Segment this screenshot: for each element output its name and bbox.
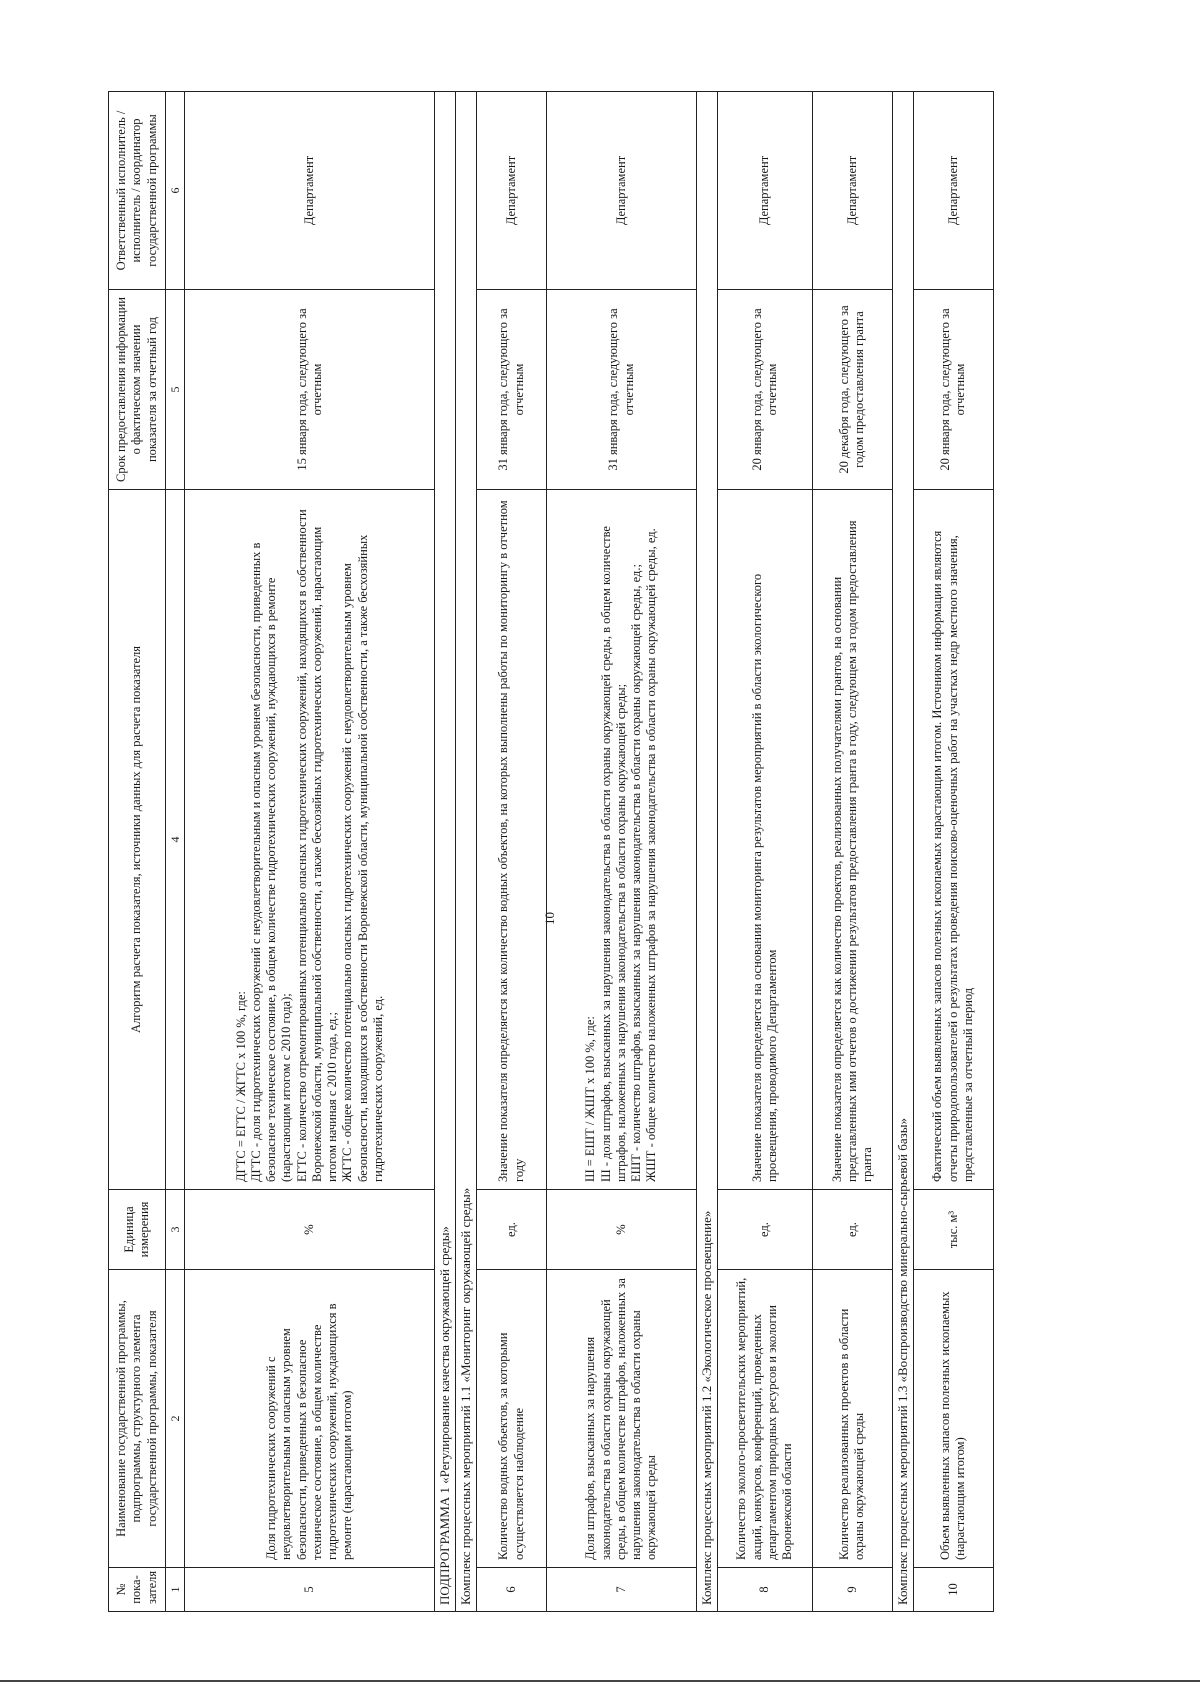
unit: тыс. м³ <box>913 1190 993 1270</box>
complex-title: Комплекс процессных мероприятий 1.2 «Экологическое просвещение» <box>697 92 718 1612</box>
col-index: 3 <box>165 1190 185 1270</box>
section-row <box>697 92 718 1612</box>
report-deadline: 31 января года, следующего за отчетным <box>547 290 697 490</box>
table-row <box>913 92 993 1612</box>
responsible: Департамент <box>185 92 435 290</box>
responsible: Департамент <box>547 92 697 290</box>
algorithm-line: Ш = ЕШТ / ЖШТ x 100 %, где: <box>583 1016 598 1182</box>
header-term: Срок предоставления информации о фактическом значении показателя за отчетный год <box>109 290 166 490</box>
header-resp: Ответственный исполнитель / исполнитель / координатор государственной программы <box>109 92 166 290</box>
table-row <box>812 92 892 1612</box>
algorithm-line: Значение показателя определяется как количество проектов, реализованных получателями грантов, на основании представленных ими отчетов о достижении результатов предоставления гранта в году, следующем за годом предоставления гранта <box>829 520 875 1182</box>
report-deadline: 20 декабря года, следующего за годом предоставления гранта <box>812 290 892 490</box>
algorithm-line: Фактический объем выявленных запасов полезных ископаемых нарастающим итогом. Источником информации являются отчеты природопользователей о результатах проведения поисково-оценочных работ на участках недр местного значения, представленные за отчетный период <box>930 530 975 1182</box>
complex-title: Комплекс процессных мероприятий 1.1 «Мониторинг окружающей среды» <box>456 92 477 1612</box>
table-row <box>717 92 812 1612</box>
algorithm-line: Значение показателя определяется на основании мониторинга результатов мероприятий в области экологического просвещения, проводимого Департаментом <box>749 573 779 1182</box>
header-row <box>109 92 166 1612</box>
complex-title: Комплекс процессных мероприятий 1.3 «Воспроизводство минерально-сырьевой базы» <box>892 92 913 1612</box>
algorithm-line: ДГТС = ЕГТС / ЖГТС x 100 %, где: <box>233 991 248 1182</box>
table-row <box>185 92 435 1612</box>
scan-edge-line <box>0 1680 1200 1682</box>
col-index: 5 <box>165 290 185 490</box>
header-num: № пока-зателя <box>109 1568 166 1612</box>
algorithm-line: Значение показателя определяется как количество водных объектов, на которых выполнены работы по мониторингу в отчетном году <box>496 500 526 1182</box>
algorithm-line: ЖШТ - общее количество наложенных штрафов за нарушения законодательства в области охраны окружающей среды, ед. <box>644 528 659 1182</box>
algorithm-line: ЕГТС - количество отремонтированных потенциально опасных гидротехнических сооружений, находящихся в собственности Воронежской области, муниципальной собственности, а также бесхозяйных гидротехнических сооружений, нарастающим итогом начиная с 2010 года, ед.; <box>294 509 340 1182</box>
header-name: Наименование государственной программы, подпрограммы, структурного элемента государственной программы, показателя <box>109 1270 166 1568</box>
subprogram-title: ПОДПРОГРАММА 1 «Регулирование качества окружающей среды» <box>435 92 456 1612</box>
column-index-row <box>165 92 185 1612</box>
algorithm <box>547 490 697 1190</box>
table-row <box>477 92 547 1612</box>
algorithm <box>717 490 812 1190</box>
algorithm <box>913 490 993 1190</box>
report-deadline: 15 января года, следующего за отчетным <box>185 290 435 490</box>
header-algo: Алгоритм расчета показателя, источники данных для расчета показателя <box>109 490 166 1190</box>
indicator-name: Количество эколого-просветительских мероприятий, акций, конкурсов, конференций, проведенных департаментом природных ресурсов и экологии Воронежской области <box>717 1270 812 1568</box>
algorithm <box>812 490 892 1190</box>
unit: ед. <box>717 1190 812 1270</box>
header-unit: Единица измерения <box>109 1190 166 1270</box>
report-deadline: 20 января года, следующего за отчетным <box>717 290 812 490</box>
responsible: Департамент <box>717 92 812 290</box>
row-number: 10 <box>913 1568 993 1612</box>
section-row <box>456 92 477 1612</box>
row-number: 7 <box>547 1568 697 1612</box>
col-index: 6 <box>165 92 185 290</box>
responsible: Департамент <box>477 92 547 290</box>
page-number: 10 <box>542 912 557 925</box>
indicator-table-rotated <box>108 92 1076 1612</box>
section-row <box>435 92 456 1612</box>
indicator-name: Количество водных объектов, за которыми осуществляется наблюдение <box>477 1270 547 1568</box>
unit: ед. <box>477 1190 547 1270</box>
report-deadline: 20 января года, следующего за отчетным <box>913 290 993 490</box>
algorithm <box>477 490 547 1190</box>
col-index: 4 <box>165 490 185 1190</box>
table-row <box>547 92 697 1612</box>
unit: ед. <box>812 1190 892 1270</box>
algorithm-line: ЖГТС - общее количество потенциально опасных гидротехнических сооружений с неудовлетворительным уровнем безопасности, находящихся в собственности Воронежской области, муниципальной собственности, а также бесхозяйных гидротехнических сооружений, ед. <box>340 534 385 1182</box>
algorithm-line: ДГТС - доля гидротехнических сооружений с неудовлетворительным и опасным уровнем безопасности, приведенных в безопасное техническое состояние, в общем количестве гидротехнических сооружений, нуждающихся в ремонте (нарастающим итогом с 2010 года); <box>248 542 294 1182</box>
algorithm-line: Ш - доля штрафов, взысканных за нарушения законодательства в области охраны окружающей среды, в общем количестве штрафов, наложенных за нарушения законодательства в области охраны окружающей среды; <box>598 526 628 1182</box>
algorithm <box>185 490 435 1190</box>
indicator-table <box>108 91 994 1612</box>
report-deadline: 31 января года, следующего за отчетным <box>477 290 547 490</box>
row-number: 8 <box>717 1568 812 1612</box>
row-number: 6 <box>477 1568 547 1612</box>
col-index: 2 <box>165 1270 185 1568</box>
indicator-name: Доля гидротехнических сооружений с неудовлетворительным и опасным уровнем безопасности, приведенных в безопасное техническое состояние, в общем количестве гидротехнических сооружений, нуждающихся в ремонте (нарастающим итогом) <box>185 1270 435 1568</box>
unit: % <box>547 1190 697 1270</box>
indicator-name: Количество реализованных проектов в области охраны окружающей среды <box>812 1270 892 1568</box>
col-index: 1 <box>165 1568 185 1612</box>
section-row <box>892 92 913 1612</box>
responsible: Департамент <box>913 92 993 290</box>
responsible: Департамент <box>812 92 892 290</box>
row-number: 5 <box>185 1568 435 1612</box>
algorithm-line: ЕШТ - количество штрафов, взысканных за нарушения законодательства в области охраны окружающей среды, ед.; <box>629 564 644 1182</box>
unit: % <box>185 1190 435 1270</box>
indicator-name: Доля штрафов, взысканных за нарушения законодательства в области охраны окружающей среды, в общем количестве штрафов, наложенных за нарушения законодательства в области охраны окружающей среды <box>547 1270 697 1568</box>
indicator-name: Объем выявленных запасов полезных ископаемых (нарастающим итогом) <box>913 1270 993 1568</box>
row-number: 9 <box>812 1568 892 1612</box>
